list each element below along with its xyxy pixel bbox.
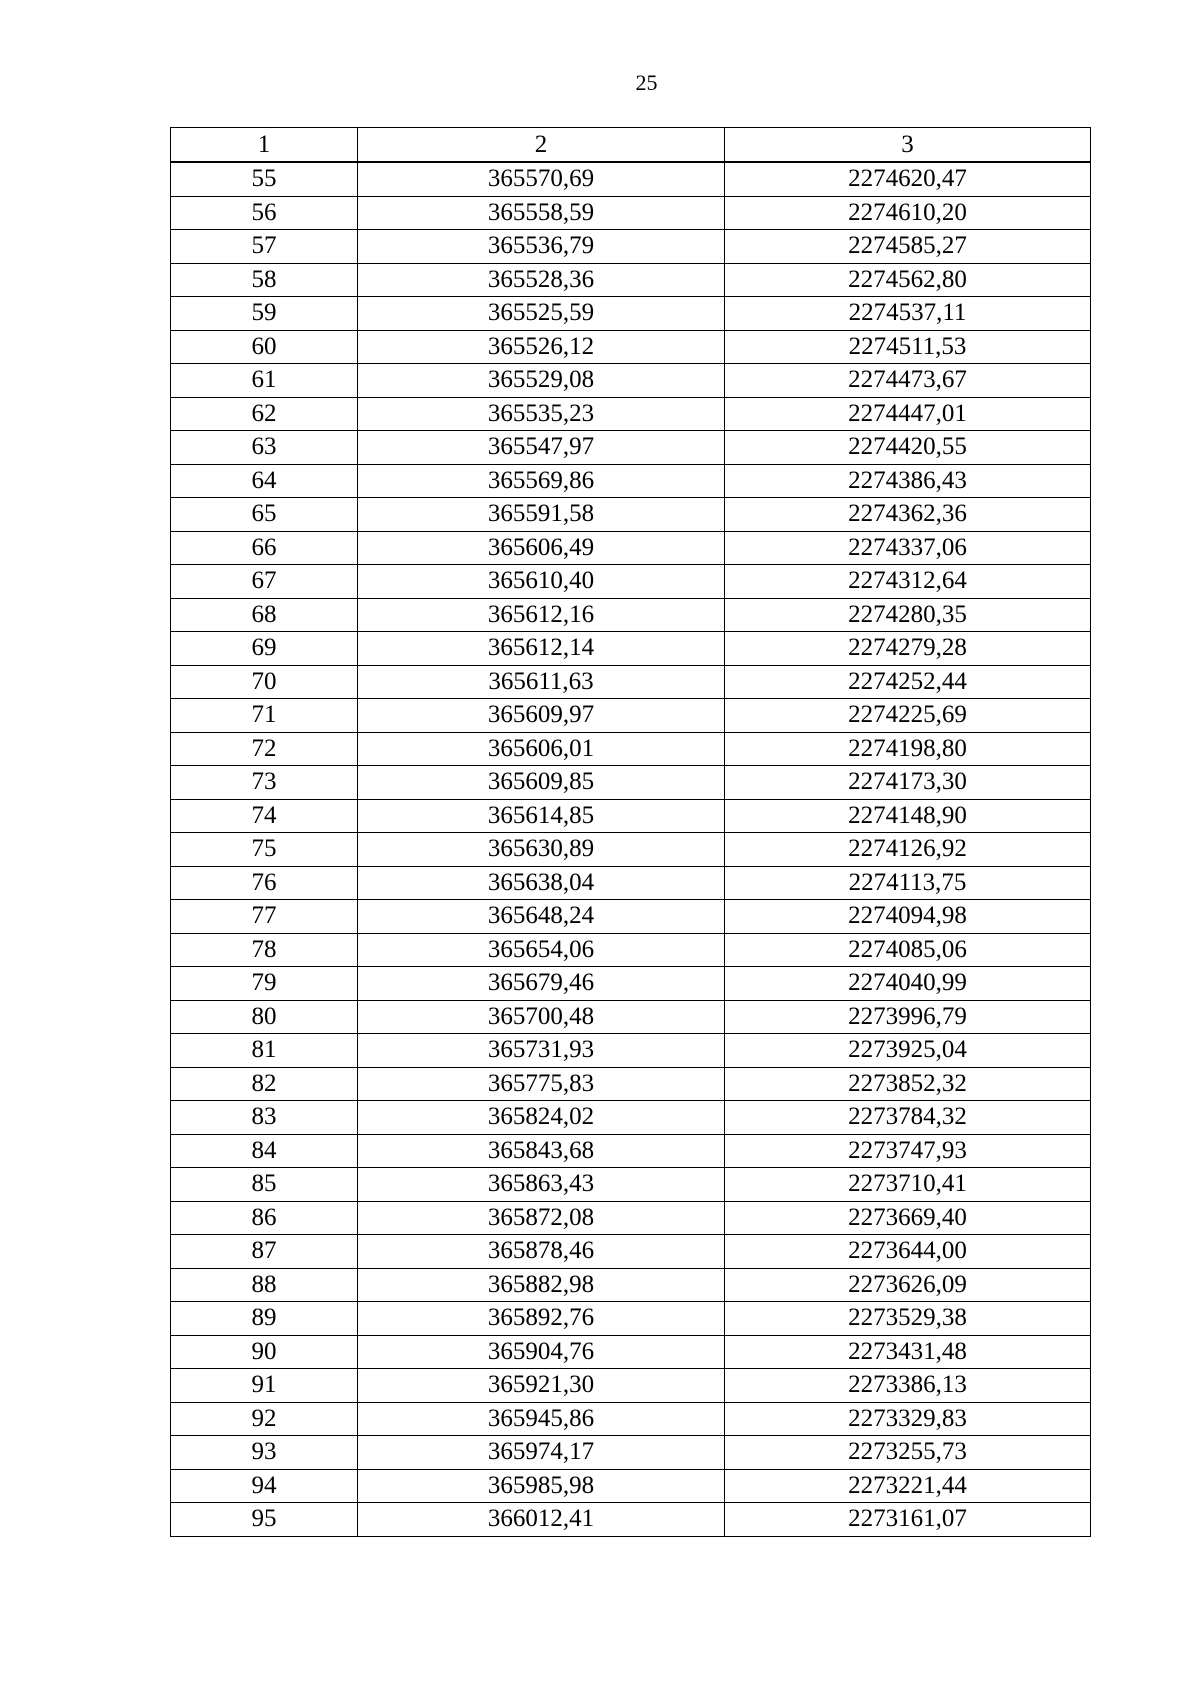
x-coordinate-cell: 365863,43 [358, 1168, 725, 1202]
x-coordinate-cell: 365872,08 [358, 1201, 725, 1235]
table-row [171, 632, 1091, 666]
table-row [171, 1235, 1091, 1269]
table-row [171, 933, 1091, 967]
y-coordinate-cell: 2274386,43 [725, 464, 1091, 498]
point-number-cell: 72 [171, 732, 358, 766]
table-row [171, 900, 1091, 934]
point-number-cell: 89 [171, 1302, 358, 1336]
y-coordinate-cell: 2274610,20 [725, 196, 1091, 230]
table-row [171, 1469, 1091, 1503]
table-row [171, 464, 1091, 498]
point-number-cell: 57 [171, 230, 358, 264]
table-row [171, 364, 1091, 398]
point-number-cell: 64 [171, 464, 358, 498]
x-coordinate-cell: 365630,89 [358, 833, 725, 867]
table-row [171, 1436, 1091, 1470]
y-coordinate-cell: 2273852,32 [725, 1067, 1091, 1101]
x-coordinate-cell: 365679,46 [358, 967, 725, 1001]
point-number-cell: 93 [171, 1436, 358, 1470]
x-coordinate-cell: 365609,97 [358, 699, 725, 733]
point-number-cell: 76 [171, 866, 358, 900]
y-coordinate-cell: 2274126,92 [725, 833, 1091, 867]
table-row [171, 162, 1091, 196]
table-row [171, 598, 1091, 632]
y-coordinate-cell: 2274620,47 [725, 162, 1091, 196]
point-number-cell: 55 [171, 162, 358, 196]
table-row [171, 1101, 1091, 1135]
x-coordinate-cell: 365547,97 [358, 431, 725, 465]
x-coordinate-cell: 366012,41 [358, 1503, 725, 1537]
y-coordinate-cell: 2274362,36 [725, 498, 1091, 532]
x-coordinate-cell: 365535,23 [358, 397, 725, 431]
point-number-cell: 77 [171, 900, 358, 934]
x-coordinate-cell: 365648,24 [358, 900, 725, 934]
x-coordinate-cell: 365974,17 [358, 1436, 725, 1470]
table-row [171, 431, 1091, 465]
point-number-cell: 59 [171, 297, 358, 331]
x-coordinate-cell: 365878,46 [358, 1235, 725, 1269]
y-coordinate-cell: 2274085,06 [725, 933, 1091, 967]
x-coordinate-cell: 365843,68 [358, 1134, 725, 1168]
x-coordinate-cell: 365824,02 [358, 1101, 725, 1135]
table-row [171, 1369, 1091, 1403]
point-number-cell: 79 [171, 967, 358, 1001]
point-number-cell: 75 [171, 833, 358, 867]
point-number-cell: 66 [171, 531, 358, 565]
y-coordinate-cell: 2274040,99 [725, 967, 1091, 1001]
x-coordinate-cell: 365775,83 [358, 1067, 725, 1101]
point-number-cell: 90 [171, 1335, 358, 1369]
y-coordinate-cell: 2274094,98 [725, 900, 1091, 934]
x-coordinate-cell: 365526,12 [358, 330, 725, 364]
table-row [171, 1034, 1091, 1068]
x-coordinate-cell: 365904,76 [358, 1335, 725, 1369]
x-coordinate-cell: 365606,01 [358, 732, 725, 766]
point-number-cell: 73 [171, 766, 358, 800]
point-number-cell: 82 [171, 1067, 358, 1101]
table-row [171, 1168, 1091, 1202]
point-number-cell: 83 [171, 1101, 358, 1135]
y-coordinate-cell: 2273925,04 [725, 1034, 1091, 1068]
y-coordinate-cell: 2273644,00 [725, 1235, 1091, 1269]
point-number-cell: 91 [171, 1369, 358, 1403]
y-coordinate-cell: 2274173,30 [725, 766, 1091, 800]
table-row [171, 699, 1091, 733]
y-coordinate-cell: 2274562,80 [725, 263, 1091, 297]
coordinates-table [170, 127, 1091, 1537]
table-row [171, 1268, 1091, 1302]
y-coordinate-cell: 2274537,11 [725, 297, 1091, 331]
table-row [171, 230, 1091, 264]
column-header-2: 2 [358, 128, 725, 163]
table-row [171, 967, 1091, 1001]
table-row [171, 565, 1091, 599]
x-coordinate-cell: 365558,59 [358, 196, 725, 230]
x-coordinate-cell: 365921,30 [358, 1369, 725, 1403]
x-coordinate-cell: 365606,49 [358, 531, 725, 565]
point-number-cell: 88 [171, 1268, 358, 1302]
y-coordinate-cell: 2274511,53 [725, 330, 1091, 364]
table-row [171, 263, 1091, 297]
x-coordinate-cell: 365609,85 [358, 766, 725, 800]
x-coordinate-cell: 365654,06 [358, 933, 725, 967]
point-number-cell: 94 [171, 1469, 358, 1503]
table-row [171, 665, 1091, 699]
table-row [171, 1000, 1091, 1034]
y-coordinate-cell: 2274473,67 [725, 364, 1091, 398]
y-coordinate-cell: 2273996,79 [725, 1000, 1091, 1034]
y-coordinate-cell: 2273747,93 [725, 1134, 1091, 1168]
table-header-row [171, 128, 1091, 163]
y-coordinate-cell: 2273221,44 [725, 1469, 1091, 1503]
y-coordinate-cell: 2274312,64 [725, 565, 1091, 599]
table-row [171, 196, 1091, 230]
table-row [171, 766, 1091, 800]
y-coordinate-cell: 2273161,07 [725, 1503, 1091, 1537]
page-number: 25 [635, 70, 658, 95]
point-number-cell: 58 [171, 263, 358, 297]
table-row [171, 732, 1091, 766]
x-coordinate-cell: 365528,36 [358, 263, 725, 297]
point-number-cell: 63 [171, 431, 358, 465]
table-row [171, 1201, 1091, 1235]
x-coordinate-cell: 365591,58 [358, 498, 725, 532]
y-coordinate-cell: 2273386,13 [725, 1369, 1091, 1403]
point-number-cell: 87 [171, 1235, 358, 1269]
table-row [171, 799, 1091, 833]
table-row [171, 833, 1091, 867]
column-header-3: 3 [725, 128, 1091, 163]
x-coordinate-cell: 365570,69 [358, 162, 725, 196]
table-row [171, 531, 1091, 565]
point-number-cell: 65 [171, 498, 358, 532]
x-coordinate-cell: 365945,86 [358, 1402, 725, 1436]
y-coordinate-cell: 2274280,35 [725, 598, 1091, 632]
x-coordinate-cell: 365892,76 [358, 1302, 725, 1336]
table-row [171, 866, 1091, 900]
x-coordinate-cell: 365700,48 [358, 1000, 725, 1034]
point-number-cell: 69 [171, 632, 358, 666]
table-body [171, 162, 1091, 1536]
point-number-cell: 60 [171, 330, 358, 364]
x-coordinate-cell: 365882,98 [358, 1268, 725, 1302]
y-coordinate-cell: 2273784,32 [725, 1101, 1091, 1135]
point-number-cell: 78 [171, 933, 358, 967]
y-coordinate-cell: 2273529,38 [725, 1302, 1091, 1336]
point-number-cell: 85 [171, 1168, 358, 1202]
point-number-cell: 62 [171, 397, 358, 431]
x-coordinate-cell: 365611,63 [358, 665, 725, 699]
point-number-cell: 71 [171, 699, 358, 733]
point-number-cell: 70 [171, 665, 358, 699]
point-number-cell: 67 [171, 565, 358, 599]
table-row [171, 297, 1091, 331]
x-coordinate-cell: 365638,04 [358, 866, 725, 900]
x-coordinate-cell: 365612,16 [358, 598, 725, 632]
x-coordinate-cell: 365614,85 [358, 799, 725, 833]
y-coordinate-cell: 2274113,75 [725, 866, 1091, 900]
table-row [171, 1067, 1091, 1101]
x-coordinate-cell: 365525,59 [358, 297, 725, 331]
point-number-cell: 61 [171, 364, 358, 398]
y-coordinate-cell: 2273626,09 [725, 1268, 1091, 1302]
y-coordinate-cell: 2274279,28 [725, 632, 1091, 666]
point-number-cell: 86 [171, 1201, 358, 1235]
point-number-cell: 56 [171, 196, 358, 230]
y-coordinate-cell: 2273431,48 [725, 1335, 1091, 1369]
point-number-cell: 84 [171, 1134, 358, 1168]
y-coordinate-cell: 2273255,73 [725, 1436, 1091, 1470]
y-coordinate-cell: 2273669,40 [725, 1201, 1091, 1235]
table-row [171, 1134, 1091, 1168]
y-coordinate-cell: 2274447,01 [725, 397, 1091, 431]
y-coordinate-cell: 2274252,44 [725, 665, 1091, 699]
y-coordinate-cell: 2274148,90 [725, 799, 1091, 833]
point-number-cell: 80 [171, 1000, 358, 1034]
x-coordinate-cell: 365612,14 [358, 632, 725, 666]
y-coordinate-cell: 2274420,55 [725, 431, 1091, 465]
x-coordinate-cell: 365536,79 [358, 230, 725, 264]
point-number-cell: 92 [171, 1402, 358, 1436]
y-coordinate-cell: 2274225,69 [725, 699, 1091, 733]
table-row [171, 397, 1091, 431]
y-coordinate-cell: 2274585,27 [725, 230, 1091, 264]
x-coordinate-cell: 365610,40 [358, 565, 725, 599]
point-number-cell: 95 [171, 1503, 358, 1537]
table-row [171, 1335, 1091, 1369]
x-coordinate-cell: 365569,86 [358, 464, 725, 498]
x-coordinate-cell: 365529,08 [358, 364, 725, 398]
point-number-cell: 74 [171, 799, 358, 833]
y-coordinate-cell: 2273710,41 [725, 1168, 1091, 1202]
y-coordinate-cell: 2274337,06 [725, 531, 1091, 565]
point-number-cell: 81 [171, 1034, 358, 1068]
table-row [171, 498, 1091, 532]
point-number-cell: 68 [171, 598, 358, 632]
table-row [171, 1302, 1091, 1336]
x-coordinate-cell: 365731,93 [358, 1034, 725, 1068]
table-row [171, 1503, 1091, 1537]
column-header-1: 1 [171, 128, 358, 163]
y-coordinate-cell: 2274198,80 [725, 732, 1091, 766]
y-coordinate-cell: 2273329,83 [725, 1402, 1091, 1436]
table-row [171, 1402, 1091, 1436]
x-coordinate-cell: 365985,98 [358, 1469, 725, 1503]
table-row [171, 330, 1091, 364]
